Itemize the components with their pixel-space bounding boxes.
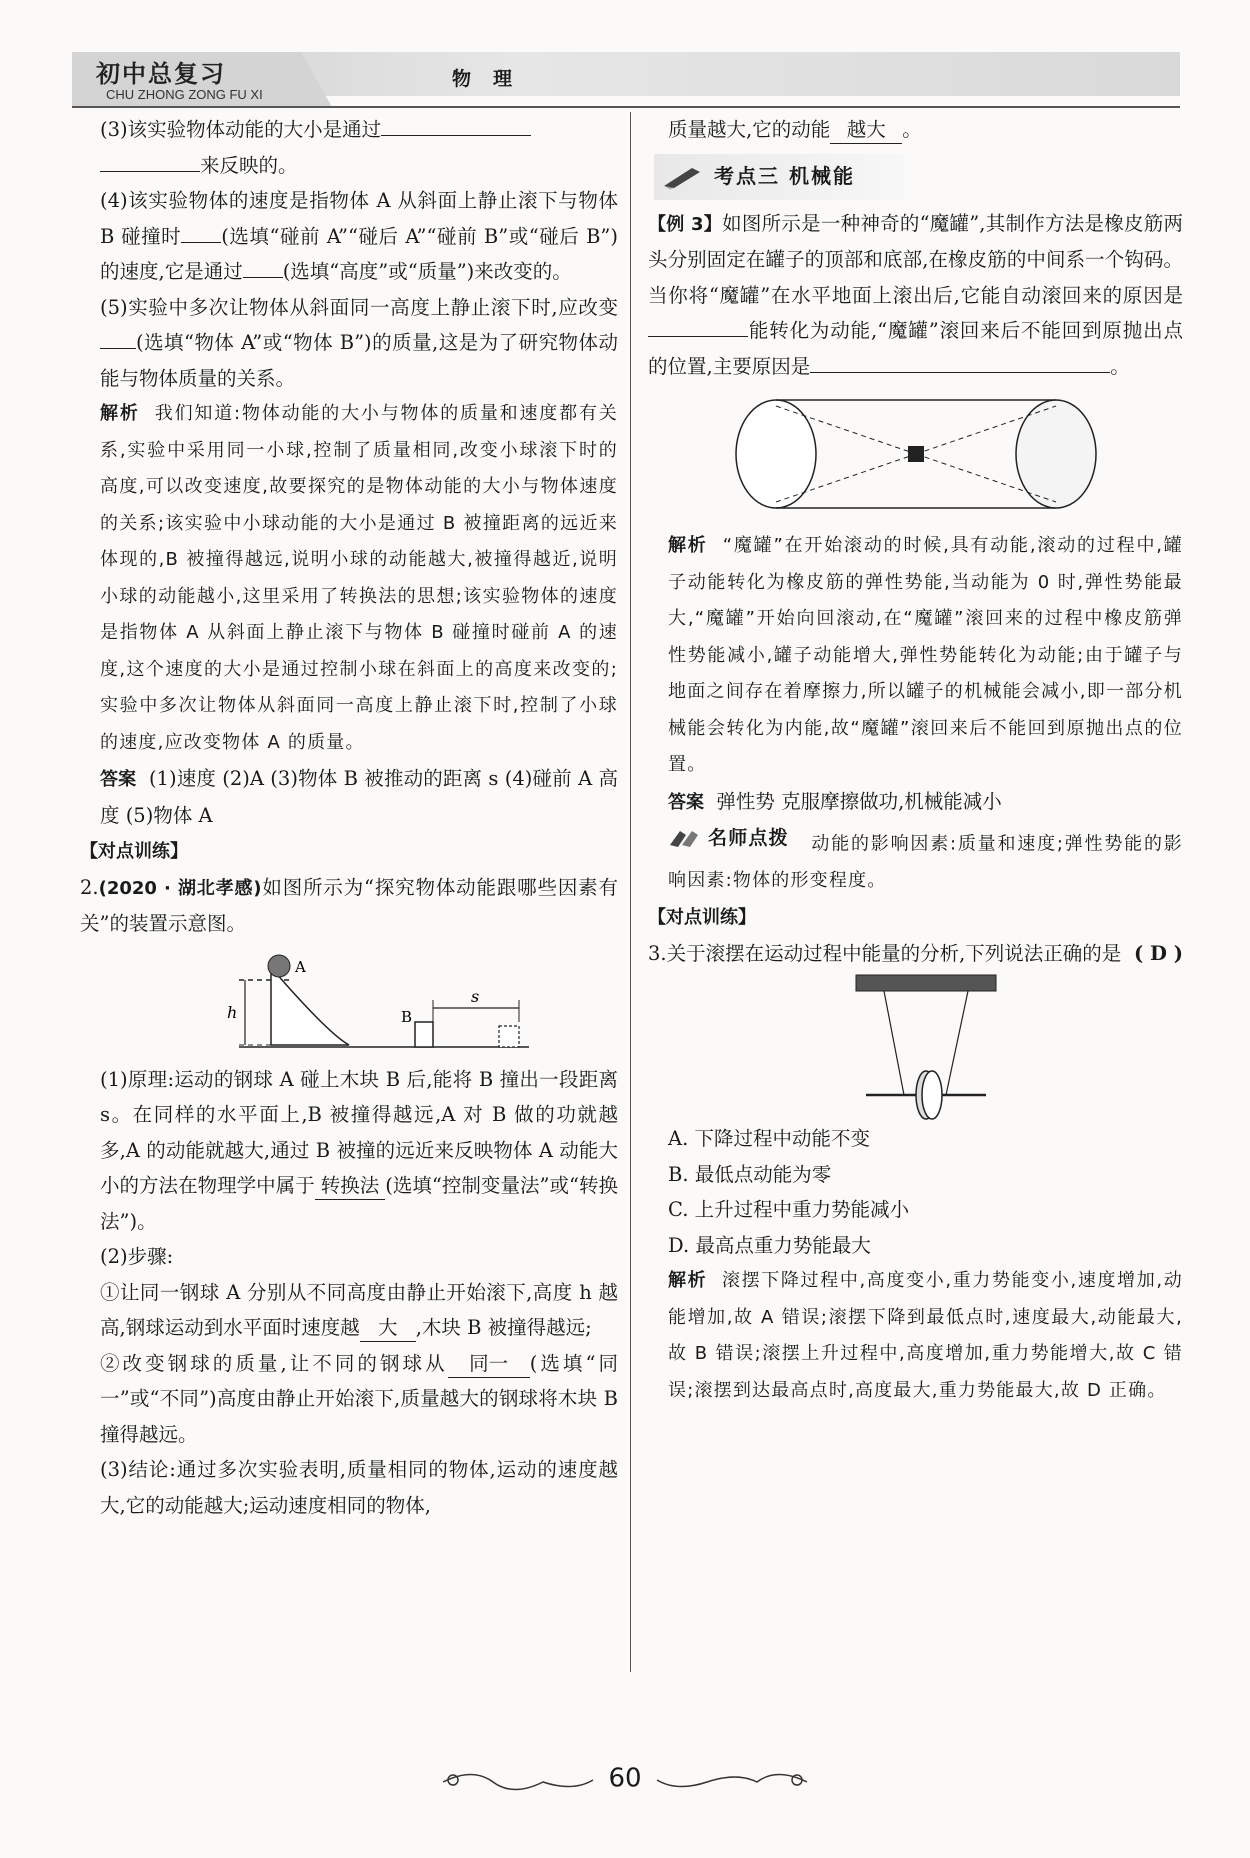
block-b bbox=[415, 1022, 433, 1047]
label-s: s bbox=[471, 986, 480, 1006]
option-a bbox=[668, 1121, 1183, 1157]
blank-line bbox=[243, 255, 283, 278]
magic-can-diagram bbox=[716, 392, 1136, 522]
answer-block bbox=[100, 761, 618, 833]
steel-ball-a bbox=[268, 955, 290, 977]
option-a-text: A. 下降过程中动能不变 bbox=[668, 1127, 870, 1151]
subject-title: 物理 bbox=[452, 68, 535, 90]
step-2 bbox=[100, 1346, 618, 1453]
tip-heading bbox=[668, 820, 789, 857]
step2-text-a: ②改变钢球的质量,让不同的钢球从 bbox=[100, 1351, 448, 1375]
label-h: h bbox=[227, 1002, 238, 1022]
q3-text-a: (3)该实验物体动能的大小是通过 bbox=[100, 118, 382, 141]
maxwell-wheel-diagram bbox=[846, 971, 1006, 1121]
p1-text-b: (选填“控制变量法”或“转换法”)。 bbox=[100, 1174, 618, 1233]
label-a: A bbox=[295, 957, 306, 976]
cont-text-a: 质量越大,它的动能 bbox=[668, 118, 831, 141]
p1-text-a: (1)原理:运动的钢球 A 碰上木块 B 后,能将 B 撞出一段距离 s。在同样的水平面上,B 被撞得越远,A 对 B 做的功就越多,A 的动能就越大,通过 B 被撞的远近来反映物体 A 动能大小的方法在物理学中属于 bbox=[100, 1067, 618, 1197]
tip-text: 动能的影响因素:质量和速度;弹性势能的影响因素:物体的形变程度。 bbox=[668, 833, 1183, 891]
step-1 bbox=[100, 1275, 618, 1346]
training-label: 【对点训练】 bbox=[648, 907, 756, 929]
option-b-text: B. 最低点动能为零 bbox=[668, 1162, 832, 1186]
training-heading bbox=[648, 899, 1183, 936]
step1-text-a: ①让同一钢球 A 分别从不同高度由静止开始滚下,高度 h 越高,钢球运动到水平面时速度越 bbox=[100, 1280, 618, 1339]
q5-text-a: (5)实验中多次让物体从斜面同一高度上静止滚下时,应改变 bbox=[100, 295, 618, 319]
q4-text-c: (选填“高度”或“质量”)来改变的。 bbox=[282, 260, 572, 283]
example-tag: 【例 3】 bbox=[648, 213, 723, 235]
string-right bbox=[946, 991, 968, 1095]
explanation-block bbox=[100, 396, 618, 761]
step1-text-b: ,木块 B 被撞得越远; bbox=[415, 1316, 592, 1339]
question-3 bbox=[100, 112, 618, 183]
step1-fill: 大 bbox=[360, 1315, 416, 1342]
blank-line bbox=[648, 314, 748, 337]
option-c-text: C. 上升过程中重力势能减小 bbox=[668, 1198, 910, 1222]
ramp bbox=[271, 972, 349, 1045]
answer-text: 弹性势 克服摩擦做功,机械能减小 bbox=[716, 789, 1002, 813]
right-column bbox=[648, 112, 1184, 1409]
conclusion-3 bbox=[100, 1452, 618, 1523]
q3-stem: 3.关于滚摆在运动过程中能量的分析,下列说法正确的是 bbox=[648, 941, 1122, 965]
explanation-label: 解析 bbox=[100, 403, 140, 424]
conclusion-continued bbox=[668, 112, 1183, 148]
question-4 bbox=[100, 183, 618, 290]
example-3 bbox=[648, 206, 1183, 385]
tip-label: 名师点拨 bbox=[708, 827, 789, 849]
teacher-tip bbox=[668, 820, 1183, 899]
question-5 bbox=[100, 290, 618, 397]
hook-weight bbox=[908, 446, 924, 462]
support-bar bbox=[856, 975, 996, 991]
p1-fill: 转换法 bbox=[315, 1173, 386, 1200]
explanation-block bbox=[668, 528, 1183, 784]
cont-fill: 越大 bbox=[830, 117, 902, 144]
book-title: 初中总复习 bbox=[96, 60, 226, 88]
page-header bbox=[72, 52, 1180, 107]
wheel-face bbox=[922, 1071, 942, 1119]
training-heading bbox=[80, 833, 618, 870]
q3-text-b: 来反映的。 bbox=[200, 153, 298, 177]
answer-label: 答案 bbox=[668, 791, 704, 813]
steps-heading bbox=[100, 1239, 618, 1275]
explanation-text: 我们知道:物体动能的大小与物体的质量和速度都有关系,实验中采用同一小球,控制了质量相同,改变小球滚下时的高度,可以改变速度,故要探究的是物体动能的大小与物体速度的关系;该实验中小球动能的大小是通过 B 被撞距离的远近来体现的,B 被撞得越远,说明小球的动能越大,被撞得越近,说明小球的动能越小,这里采用了转换法的思想;该实验物体的速度是指物体 A 从斜面上静止滚下与物体 B 碰撞时碰前 A 的速度,这个速度的大小是通过控制小球在斜面上的高度来改变的;实验中多次让物体从斜面同一高度上静止滚下时,控制了小球的速度,应改变物体 A 的质量。 bbox=[100, 403, 618, 753]
answer-label: 答案 bbox=[100, 769, 137, 790]
pencil-icon bbox=[662, 164, 702, 190]
explanation-label: 解析 bbox=[668, 535, 708, 556]
conclusion-text: (3)结论:通过多次实验表明,质量相同的物体,运动的速度越大,它的动能越大;运动速度相同的物体, bbox=[100, 1458, 618, 1517]
blank-line bbox=[100, 326, 136, 349]
option-d-text: D. 最高点重力势能最大 bbox=[668, 1233, 871, 1257]
blank-line bbox=[381, 113, 531, 136]
page-footer bbox=[0, 1762, 1250, 1802]
ex3-text-b: 能转化为动能,“魔罐”滚回来后不能回到原抛出点的位置,主要原因是 bbox=[648, 319, 1183, 378]
left-column bbox=[80, 112, 619, 1523]
explanation-label: 解析 bbox=[668, 1270, 708, 1292]
answer-block bbox=[668, 784, 1183, 821]
step2-fill: 同一 bbox=[448, 1351, 530, 1378]
cont-text-b: 。 bbox=[902, 118, 922, 141]
page-number: 60 bbox=[608, 1763, 642, 1794]
column-divider bbox=[630, 112, 631, 1672]
option-b bbox=[668, 1157, 1183, 1193]
string-left bbox=[884, 991, 904, 1095]
ornament-left bbox=[433, 1762, 603, 1802]
q3-answer: ( D ) bbox=[1134, 941, 1183, 965]
question-2 bbox=[80, 870, 618, 942]
step2-text-b: (选填“同一”或“不同”)高度由静止开始滚下,质量越大的钢球将木块 B 撞得越远。 bbox=[100, 1351, 619, 1446]
steps-label: (2)步骤: bbox=[100, 1245, 174, 1268]
q2-source: (2020 · 湖北孝感) bbox=[98, 877, 262, 899]
training-label: 【对点训练】 bbox=[80, 841, 188, 862]
explanation-text: “魔罐”在开始滚动的时候,具有动能,滚动的过程中,罐子动能转化为橡皮筋的弹性势能,当动能为 0 时,弹性势能最大,“魔罐”开始向回滚动,在“魔罐”滚回来的过程中橡皮筋弹性势能减小,罐子动能增大,弹性势能转化为动能;由于罐子与地面之间存在着摩擦力,所以罐子的机械能会减小,即一部分机械能会转化为内能,故“魔罐”滚回来后不能回到原抛出点的位置。 bbox=[668, 535, 1184, 775]
q3-explanation bbox=[668, 1263, 1183, 1409]
label-b: B bbox=[401, 1007, 413, 1026]
ramp-diagram bbox=[179, 942, 539, 1062]
tip-pen-icon bbox=[668, 827, 700, 849]
question-3-right bbox=[648, 936, 1183, 972]
header-rule bbox=[72, 106, 1180, 108]
blank-line bbox=[100, 149, 200, 172]
option-d bbox=[668, 1228, 1183, 1264]
option-c bbox=[668, 1192, 1183, 1228]
ex3-text-c: 。 bbox=[1110, 354, 1130, 378]
book-pinyin: CHU ZHONG ZONG FU XI bbox=[106, 87, 263, 102]
blank-line bbox=[181, 220, 221, 243]
explanation-text: 滚摆下降过程中,高度变小,重力势能变小,速度增加,动能增加,故 A 错误;滚摆下降到最低点时,速度最大,动能最大,故 B 错误;滚摆上升过程中,高度增加,重力势能增大,故 C 错误;滚摆到达最高点时,高度最大,重力势能最大,故 D 正确。 bbox=[668, 1270, 1183, 1401]
q2-text: 如图所示为“探究物体动能跟哪些因素有关”的装置示意图。 bbox=[80, 875, 618, 935]
q4-text-b: (选填“碰前 A”“碰后 A”“碰前 B”或“碰后 B”)的速度,它是通过 bbox=[100, 224, 619, 283]
block-b-moved bbox=[499, 1026, 519, 1047]
ornament-right bbox=[647, 1762, 817, 1802]
principle-1 bbox=[100, 1062, 618, 1240]
can-right-end bbox=[1016, 400, 1096, 508]
blank-line bbox=[810, 350, 1110, 373]
section-title: 考点三 机械能 bbox=[714, 163, 855, 188]
section-heading bbox=[654, 154, 904, 200]
ex3-text-a: 如图所示是一种神奇的“魔罐”,其制作方法是橡皮筋两头分别固定在罐子的顶部和底部,在橡皮筋的中间系一个钩码。当你将“魔罐”在水平地面上滚出后,它能自动滚回来的原因是 bbox=[648, 211, 1184, 307]
can-left-end bbox=[736, 400, 816, 508]
q4-text-a: (4)该实验物体的速度是指物体 A 从斜面上静止滚下与物体 B 碰撞时 bbox=[100, 189, 618, 248]
answer-text: (1)速度 (2)A (3)物体 B 被推动的距离 s (4)碰前 A 高度 (5)物体 A bbox=[100, 767, 619, 827]
q2-number: 2. bbox=[80, 875, 99, 899]
q5-text-b: (选填“物体 A”或“物体 B”)的质量,这是为了研究物体动能与物体质量的关系。 bbox=[100, 331, 618, 390]
